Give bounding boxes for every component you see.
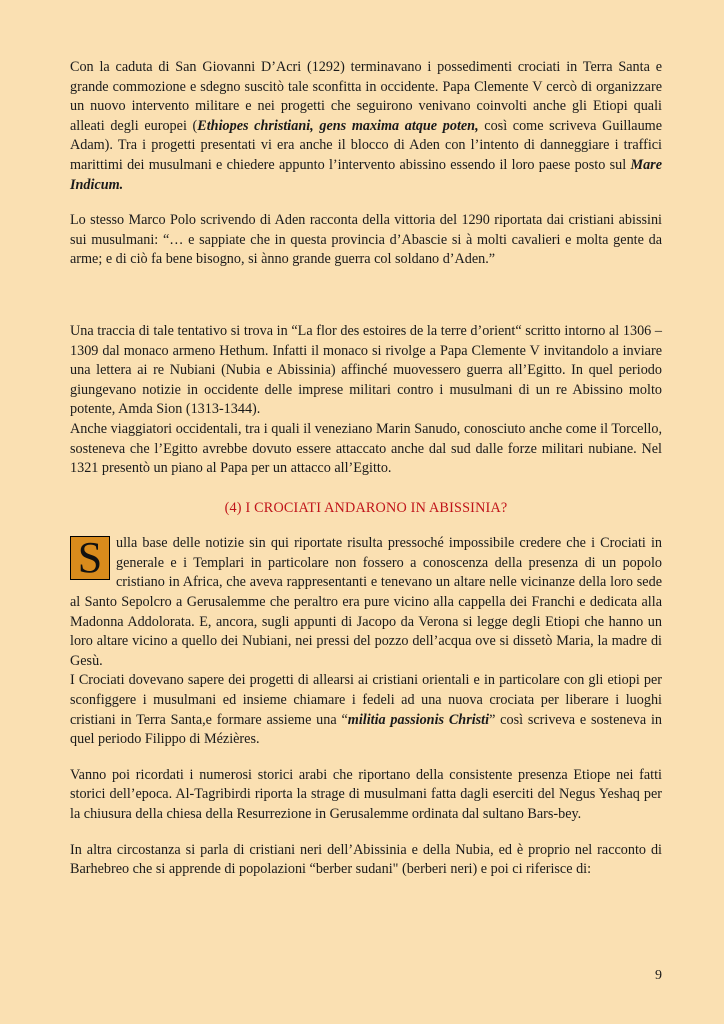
drop-cap: S (70, 536, 110, 580)
emphasis-mare-indicum: Mare Indicum. (70, 156, 662, 193)
emphasis-militia: militia passionis Christi (347, 711, 490, 728)
page-number: 9 (655, 968, 662, 983)
document-body (70, 58, 662, 880)
paragraph-4: Anche viaggiatori occidentali, tra i quali il veneziano Marin Sanudo, conosciuto anche come il Torcello, sosteneva che l’Egitto avrebbe dovuto essere attaccato anche dal sud dalle forze militari nubiane. Nel 1321 presentò un piano al Papa per un attacco all’Egitto. (70, 420, 662, 477)
paragraph-8: In altra circostanza si parla di cristiani neri dell’Abissinia e della Nubia, ed è proprio nel racconto di Barhebreo che si apprende di popolazioni “berber sudani" (berberi neri) e poi ci riferisce di: (70, 841, 662, 878)
paragraph-1: Con la caduta di San Giovanni D’Acri (1292) terminavano i possedimenti crociati in Terra Santa e grande commozione e sdegno suscitò tale sconfitta in occidente. Papa Clemente V cercò di organizzare un nuovo intervento militare e nei progetti che seguirono venivano coinvolti anche gli Etiopi quali alleati degli europei (Ethiopes christiani, gens maxima atque poten, così come scriveva Guillaume Adam). Tra i progetti presentati vi era anche il blocco di Aden con l’intento di danneggiare i traffici marittimi dei musulmani e chiedere appunto l’intervento abissino essendo il loro paese posto sul Mare Indicum. (70, 59, 662, 193)
paragraph-7: Vanno poi ricordati i numerosi storici arabi che riportano della consistente presenza Etiope nei fatti storici dell’epoca. Al-Tagribirdi riporta la strage di musulmani fatta dagli eserciti del Negus Yeshaq per la chiusura della chiesa della Resurrezione in Gerusalemme ordinata dal sultano Bars-bey. (70, 766, 662, 822)
emphasis-ethiopes: Ethiopes christiani, gens maxima atque poten, (197, 117, 479, 134)
paragraph-2: Lo stesso Marco Polo scrivendo di Aden racconta della vittoria del 1290 riportata dai cristiani abissini sui musulmani: “… e sappiate che in questa provincia d’Abascie si à molti cavalieri e molta gente da arme; e di ciò fa bene bisogno, si ànno grande guerra col soldano d’Aden.” (70, 212, 662, 268)
paragraph-3: Una traccia di tale tentativo si trova in “La flor des estoires de la terre d’orient“ scritto intorno al 1306 – 1309 dal monaco armeno Hethum. Infatti il monaco si rivolge a Papa Clemente V invitandolo a inviare una lettera ai re Nubiani (Nubia e Abissinia) affinché muovessero guerra all’Egitto. In quel periodo giungevano notizie in occidente delle imprese militari contro i musulmani di un re Abissino molto potente, Amda Sion (1313-1344). (70, 322, 662, 418)
section-heading: (4) I CROCIATI ANDARONO IN ABISSINIA? (224, 499, 508, 516)
paragraph-5: S ulla base delle notizie sin qui riportate risulta pressoché impossibile credere che i Crociati in generale e i Templari in particolare non fossero a conoscenza della presenza di un popolo cristiano in Africa, che aveva rappresentanti e tenevano un altare nelle vicinanze della loro sede al Santo Sepolcro a Gerusalemme che peraltro era pure vicino alla cappella dei Franchi e dedicata alla Madonna Addolorata. E, ancora, sugli appunti di Jacopo da Verona si legge degli Etiopi che hanno un loro altare vicino a quello dei Nubiani, nei pressi del pozzo dell’acqua ove si dissetò Maria, la madre di Gesù. (70, 533, 662, 669)
paragraph-6: I Crociati dovevano sapere dei progetti di allearsi ai cristiani orientali e in particolare con gli etiopi per sconfiggere i musulmani ed insieme chiamare i fedeli ad una nuova crociata per liberare i luoghi cristiani in Terra Santa,e formare assieme una “militia passionis Christi” così scriveva e sosteneva in quel periodo Filippo di Mézières. (70, 672, 662, 748)
